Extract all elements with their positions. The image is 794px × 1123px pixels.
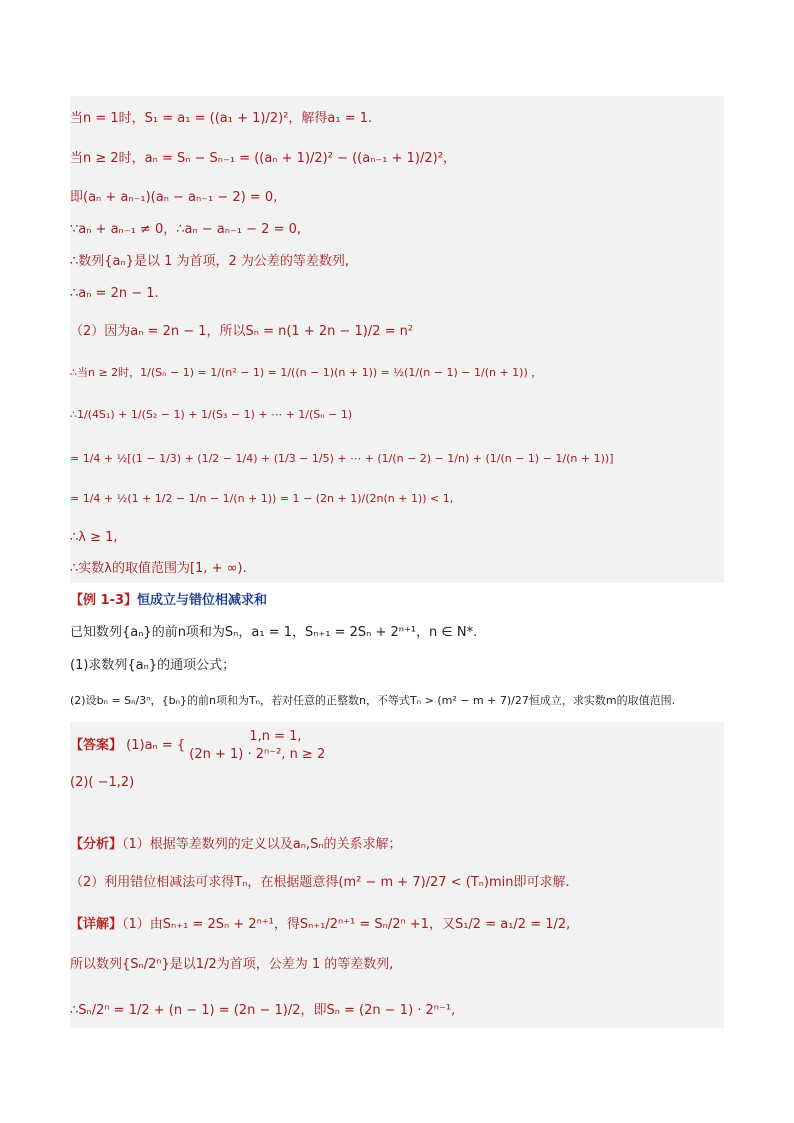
solution-line-4: ∵aₙ + aₙ₋₁ ≠ 0，∴aₙ − aₙ₋₁ − 2 = 0, [70,222,302,237]
solution-line-6: ∴aₙ = 2n − 1. [70,286,159,301]
solution-line-12: ∴λ ≥ 1, [70,530,118,545]
example-question-1: (1)求数列{aₙ}的通项公式； [70,658,236,673]
detail-line-1: 【详解】（1）由Sₙ₊₁ = 2Sₙ + 2ⁿ⁺¹，得Sₙ₊₁/2ⁿ⁺¹ = Sₙ/2ⁿ +1，又S₁/2 = a₁/2 = 1/2, [70,917,571,932]
analysis-line-2: （2）利用错位相减法可求得Tₙ，在根据题意得(m² − m + 7)/27 < (Tₙ)min即可求解. [70,875,570,890]
example-stem: 已知数列{aₙ}的前n项和为Sₙ，a₁ = 1，Sₙ₊₁ = 2Sₙ + 2ⁿ⁺¹，n ∈ N*. [70,625,478,640]
solution-line-13: ∴实数λ的取值范围为[1, + ∞). [70,561,247,576]
answer-line-2: (2)( −1,2) [70,775,135,790]
analysis-line-1: 【分析】（1）根据等差数列的定义以及aₙ,Sₙ的关系求解； [70,837,402,852]
answer-line-1: 【答案】 (1)aₙ = { 1,n = 1, (2n + 1) · 2ⁿ⁻², n ≥ 2 [70,729,326,762]
answer-cases: 1,n = 1, (2n + 1) · 2ⁿ⁻², n ≥ 2 [189,729,326,762]
solution-line-10: = 1/4 + ½[(1 − 1/3) + (1/2 − 1/4) + (1/3 − 1/5) + ⋯ + (1/(n − 2) − 1/n) + (1/(n − 1) − 1/(n + 1))] [70,452,614,465]
solution-line-2: 当n ≥ 2时，aₙ = Sₙ − Sₙ₋₁ = ((aₙ + 1)/2)² − ((aₙ₋₁ + 1)/2)²， [70,151,456,166]
solution-line-7: （2）因为aₙ = 2n − 1，所以Sₙ = n(1 + 2n − 1)/2 = n² [70,324,414,339]
example-question-2: (2)设bₙ = Sₙ/3ⁿ，{bₙ}的前n项和为Tₙ，若对任意的正整数n，不等式Tₙ > (m² − m + 7)/27恒成立，求实数m的取值范围. [70,694,676,707]
detail-line-2: 所以数列{Sₙ/2ⁿ}是以1/2为首项，公差为 1 的等差数列, [70,957,394,972]
solution-line-1: 当n = 1时，S₁ = a₁ = ((a₁ + 1)/2)²，解得a₁ = 1. [70,111,373,126]
detail-line-3: ∴Sₙ/2ⁿ = 1/2 + (n − 1) = (2n − 1)/2，即Sₙ = (2n − 1) · 2ⁿ⁻¹, [70,1003,456,1018]
solution-line-8: ∴当n ≥ 2时，1/(Sₙ − 1) = 1/(n² − 1) = 1/((n − 1)(n + 1)) = ½(1/(n − 1) − 1/(n + 1)) ， [70,366,543,379]
solution-line-9: ∴1/(4S₁) + 1/(S₂ − 1) + 1/(S₃ − 1) + ⋯ + 1/(Sₙ − 1) [70,408,353,421]
solution-line-5: ∴数列{aₙ}是以 1 为首项，2 为公差的等差数列, [70,254,350,269]
example-heading: 【例 1-3】恒成立与错位相减求和 [70,593,268,608]
solution-line-11: = 1/4 + ½(1 + 1/2 − 1/n − 1/(n + 1)) = 1 − (2n + 1)/(2n(n + 1)) < 1, [70,492,454,505]
solution-line-3: 即(aₙ + aₙ₋₁)(aₙ − aₙ₋₁ − 2) = 0, [70,190,278,205]
